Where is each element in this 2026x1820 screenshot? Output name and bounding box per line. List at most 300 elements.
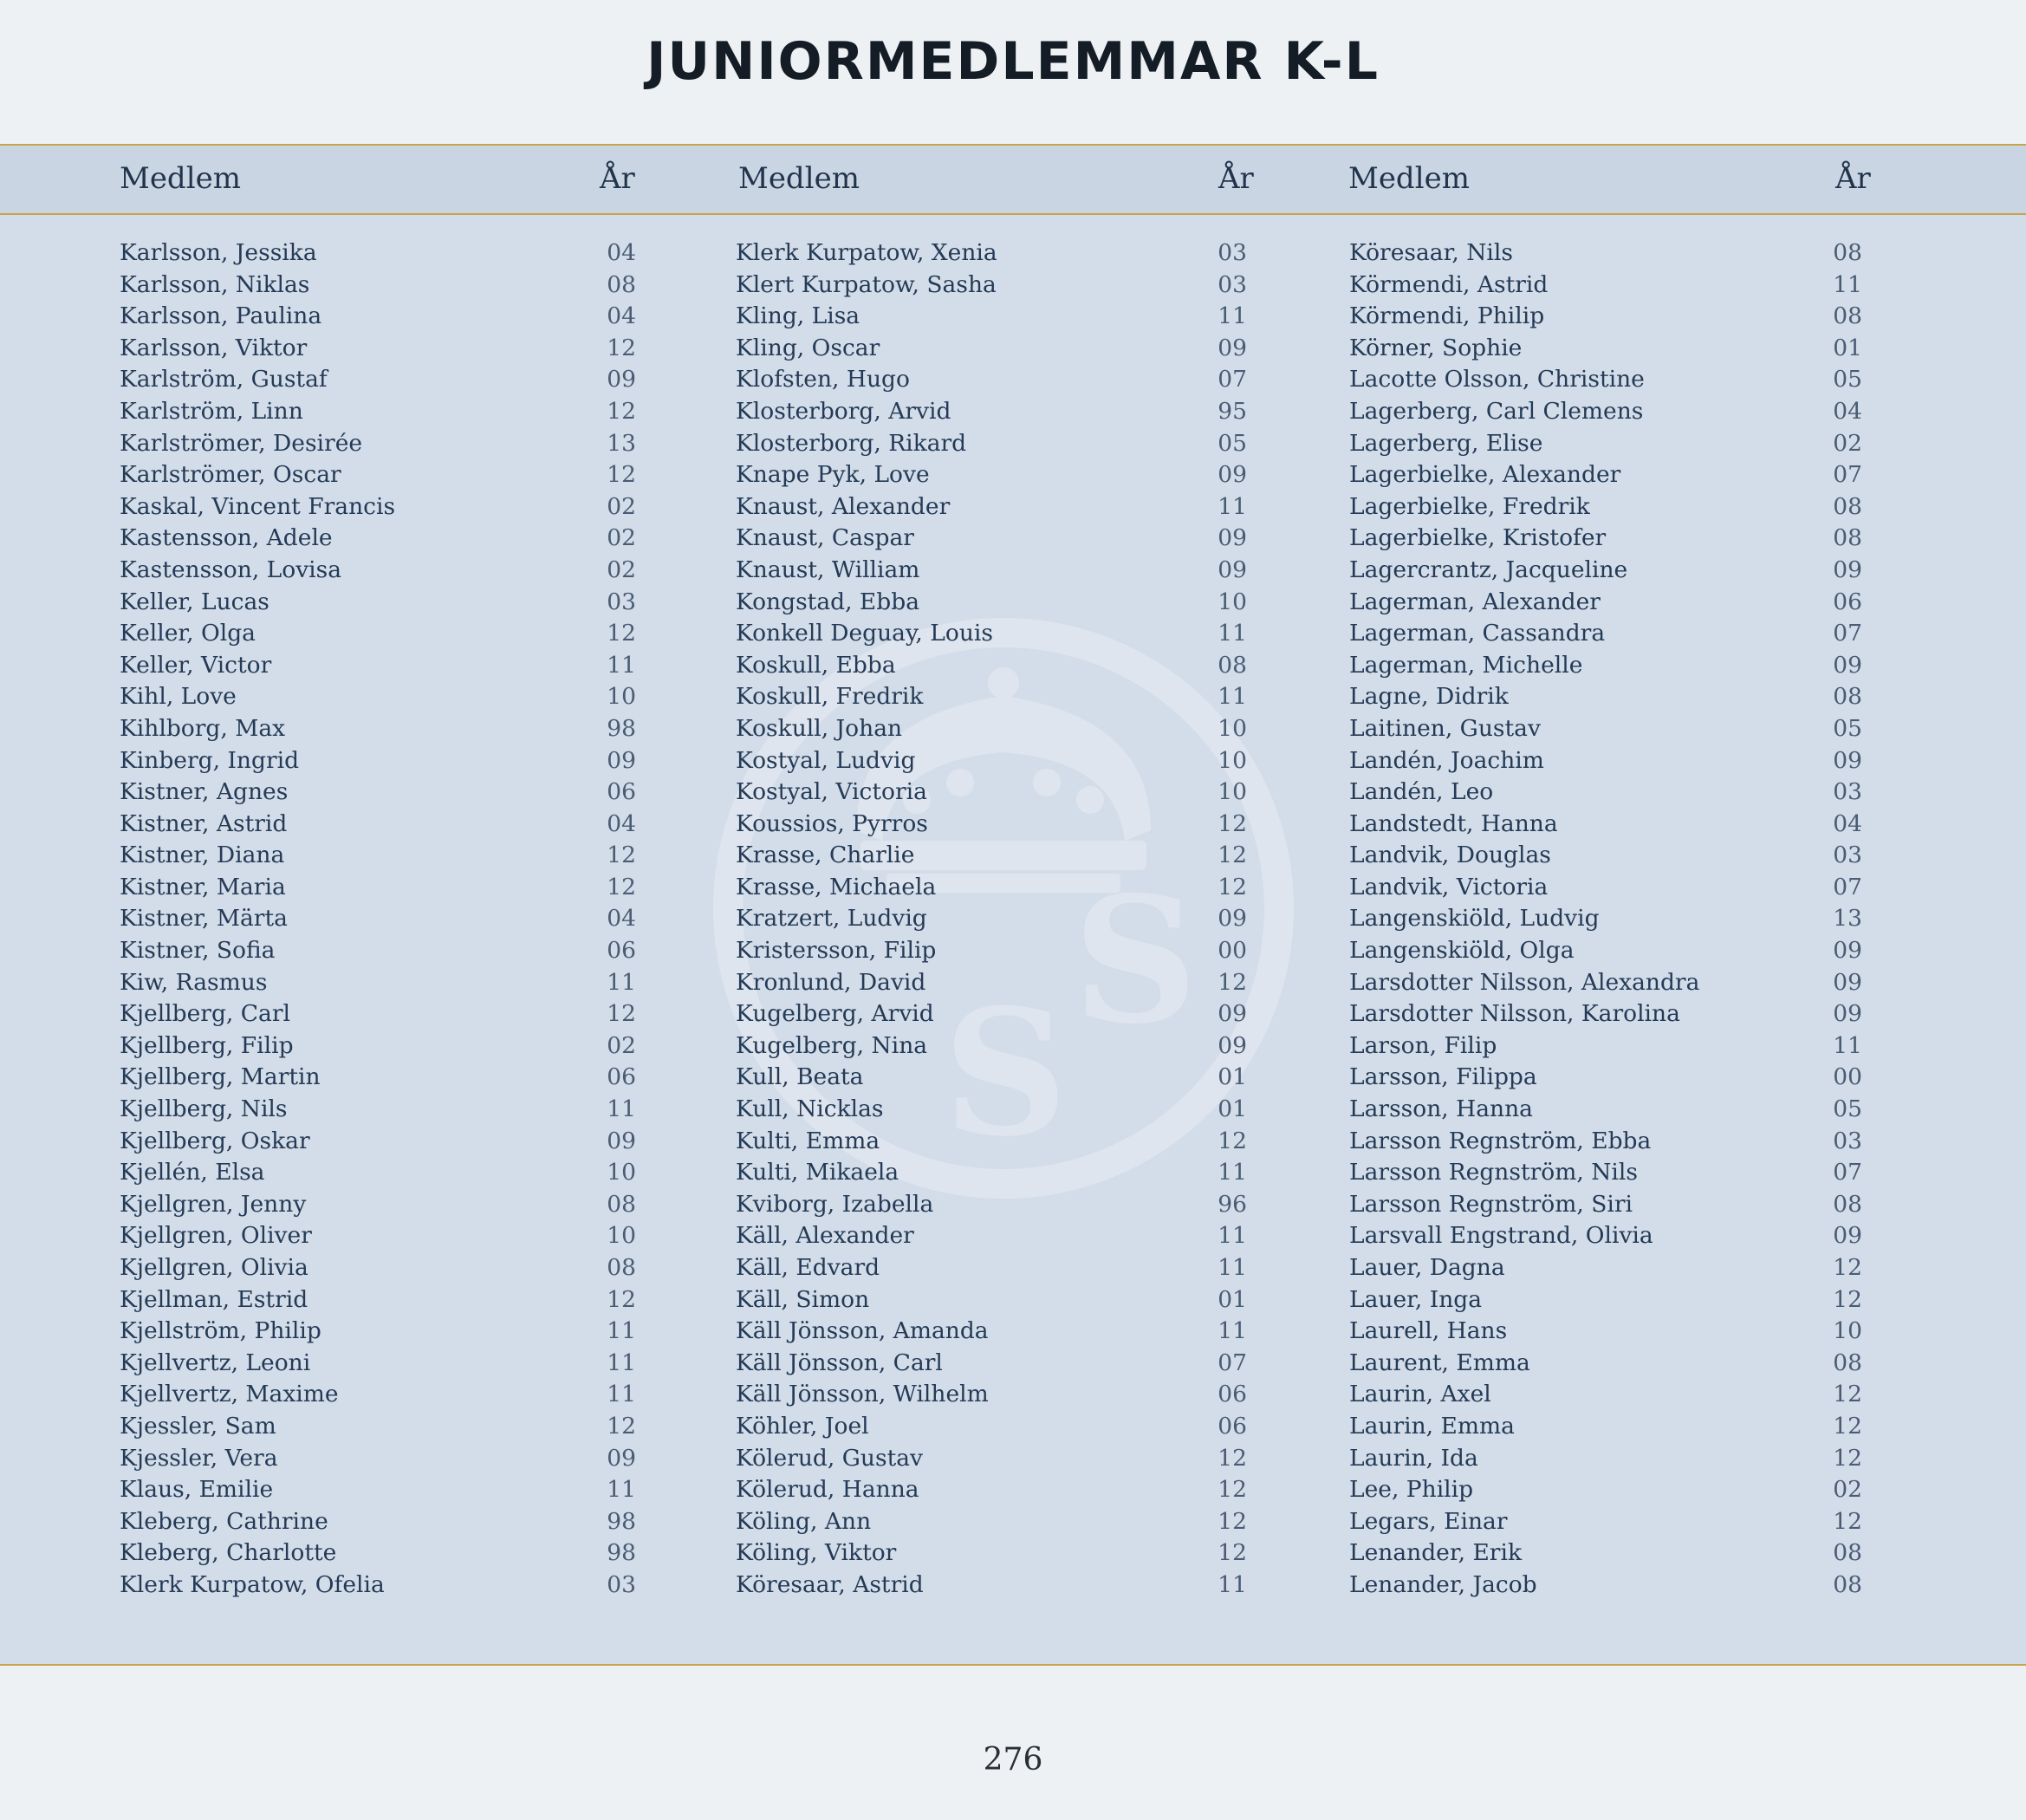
- table-header: [0, 146, 2026, 215]
- list-item: [736, 777, 1247, 809]
- member-year: 09: [1833, 556, 1862, 583]
- member-year: 98: [607, 1539, 636, 1567]
- list-item: [1349, 840, 1862, 872]
- member-year: 08: [607, 270, 636, 298]
- list-item: [120, 523, 636, 555]
- member-name: Kjellström, Philip: [120, 1317, 321, 1345]
- list-item: [1349, 777, 1862, 809]
- member-year: 05: [1833, 366, 1862, 393]
- member-year: 12: [1218, 873, 1247, 900]
- member-name: Köling, Ann: [736, 1507, 872, 1535]
- list-item: [1349, 1316, 1862, 1348]
- list-item: [120, 809, 636, 841]
- list-item: [1349, 1094, 1862, 1126]
- page-title: JUNIORMEDLEMMAR K-L: [646, 31, 1380, 92]
- list-item: [1349, 523, 1862, 555]
- member-year: 00: [1833, 1063, 1862, 1091]
- member-year: 08: [1833, 683, 1862, 711]
- member-year: 04: [1833, 809, 1862, 837]
- member-name: Kostyal, Victoria: [736, 778, 927, 806]
- list-item: [736, 713, 1247, 745]
- member-year: 08: [607, 1254, 636, 1281]
- member-year: 08: [1833, 1190, 1862, 1218]
- member-year: 00: [1218, 937, 1247, 965]
- list-item: [736, 1220, 1247, 1252]
- list-item: [120, 1220, 636, 1252]
- member-name: Klert Kurpatow, Sasha: [736, 270, 997, 298]
- member-year: 01: [1218, 1285, 1247, 1313]
- list-item: [736, 237, 1247, 270]
- member-year: 03: [607, 1570, 636, 1598]
- member-year: 11: [1218, 1222, 1247, 1250]
- member-year: 11: [1218, 1254, 1247, 1281]
- list-item: [1349, 903, 1862, 935]
- member-name: Kistner, Agnes: [120, 778, 289, 806]
- member-name: Knaust, Alexander: [736, 492, 951, 520]
- member-name: Köling, Viktor: [736, 1539, 897, 1567]
- member-year: 10: [607, 1222, 636, 1250]
- list-item: [736, 998, 1247, 1030]
- list-item: [120, 587, 636, 619]
- member-year: 02: [1833, 1476, 1862, 1504]
- member-year: 11: [607, 651, 636, 679]
- member-year: 09: [1218, 905, 1247, 933]
- member-year: 11: [1218, 492, 1247, 520]
- list-item: [120, 333, 636, 365]
- list-item: [1349, 555, 1862, 587]
- member-name: Lee, Philip: [1349, 1476, 1474, 1504]
- member-name: Lenander, Erik: [1349, 1539, 1523, 1567]
- header-member-1: Medlem: [120, 161, 241, 196]
- list-item: [1349, 396, 1862, 428]
- list-item: [120, 650, 636, 682]
- list-item: [1349, 1506, 1862, 1538]
- member-year: 09: [1218, 524, 1247, 552]
- list-item: [1349, 1443, 1862, 1475]
- member-year: 01: [1218, 1095, 1247, 1123]
- member-year: 08: [607, 1190, 636, 1218]
- header-year-1: År: [600, 161, 635, 196]
- member-name: Koskull, Fredrik: [736, 683, 924, 711]
- member-year: 02: [607, 1031, 636, 1059]
- member-name: Kihl, Love: [120, 683, 237, 711]
- list-item: [1349, 1348, 1862, 1380]
- header-year-2: År: [1218, 161, 1254, 196]
- member-name: Kjellberg, Nils: [120, 1095, 288, 1123]
- list-item: [736, 428, 1247, 460]
- list-item: [736, 1030, 1247, 1063]
- member-name: Larsdotter Nilsson, Alexandra: [1349, 968, 1700, 996]
- list-item: [1349, 713, 1862, 745]
- list-item: [736, 1348, 1247, 1380]
- member-name: Kongstad, Ebba: [736, 588, 919, 615]
- member-name: Kistner, Astrid: [120, 809, 288, 837]
- list-item: [120, 618, 636, 650]
- member-name: Larsdotter Nilsson, Karolina: [1349, 1000, 1680, 1028]
- list-item: [736, 903, 1247, 935]
- member-name: Larsson, Filippa: [1349, 1063, 1537, 1091]
- member-name: Larsvall Engstrand, Olivia: [1349, 1222, 1653, 1250]
- member-name: Landvik, Douglas: [1349, 842, 1551, 869]
- member-name: Klerk Kurpatow, Ofelia: [120, 1570, 385, 1598]
- member-year: 10: [607, 683, 636, 711]
- member-name: Kjellvertz, Leoni: [120, 1349, 311, 1376]
- member-year: 10: [1833, 1317, 1862, 1345]
- list-item: [1349, 1411, 1862, 1443]
- member-year: 12: [607, 397, 636, 425]
- member-name: Landstedt, Hanna: [1349, 809, 1558, 837]
- member-name: Kull, Nicklas: [736, 1095, 884, 1123]
- list-item: [120, 713, 636, 745]
- member-year: 09: [1833, 1000, 1862, 1028]
- member-name: Köresaar, Nils: [1349, 239, 1513, 266]
- list-item: [1349, 1537, 1862, 1570]
- member-name: Laurin, Emma: [1349, 1412, 1515, 1440]
- list-item: [120, 491, 636, 523]
- list-item: [120, 1252, 636, 1284]
- member-name: Kastensson, Lovisa: [120, 556, 342, 583]
- member-year: 09: [607, 1127, 636, 1154]
- member-year: 08: [1833, 1570, 1862, 1598]
- member-name: Lagne, Didrik: [1349, 683, 1509, 711]
- member-name: Krasse, Charlie: [736, 842, 915, 869]
- list-item: [1349, 745, 1862, 777]
- list-item: [1349, 809, 1862, 841]
- member-name: Larsson, Hanna: [1349, 1095, 1533, 1123]
- list-item: [736, 1094, 1247, 1126]
- member-name: Knape Pyk, Love: [736, 461, 930, 489]
- member-name: Laurin, Axel: [1349, 1381, 1491, 1408]
- list-item: [736, 1443, 1247, 1475]
- member-year: 08: [1833, 239, 1862, 266]
- member-name: Körner, Sophie: [1349, 334, 1523, 361]
- member-year: 03: [1218, 270, 1247, 298]
- member-name: Larsson Regnström, Siri: [1349, 1190, 1633, 1218]
- member-year: 12: [1218, 809, 1247, 837]
- member-year: 02: [1833, 429, 1862, 457]
- list-item: [736, 555, 1247, 587]
- list-item: [1349, 270, 1862, 302]
- list-item: [736, 1157, 1247, 1189]
- member-name: Klaus, Emilie: [120, 1476, 274, 1504]
- member-year: 12: [1833, 1381, 1862, 1408]
- member-year: 12: [607, 873, 636, 900]
- list-item: [1349, 587, 1862, 619]
- member-name: Koskull, Johan: [736, 714, 903, 742]
- member-name: Kling, Lisa: [736, 302, 860, 330]
- member-year: 12: [1218, 1476, 1247, 1504]
- member-name: Krasse, Michaela: [736, 873, 937, 900]
- list-item: [120, 1284, 636, 1316]
- list-item: [736, 745, 1247, 777]
- member-name: Lagerman, Alexander: [1349, 588, 1601, 615]
- member-name: Kölerud, Gustav: [736, 1444, 923, 1472]
- list-item: [1349, 491, 1862, 523]
- member-name: Kviborg, Izabella: [736, 1190, 934, 1218]
- list-item: [120, 1537, 636, 1570]
- list-item: [120, 1030, 636, 1063]
- member-year: 12: [607, 1000, 636, 1028]
- list-item: [1349, 1030, 1862, 1063]
- member-year: 09: [607, 366, 636, 393]
- member-year: 11: [1218, 1159, 1247, 1186]
- member-name: Kulti, Mikaela: [736, 1159, 899, 1186]
- member-year: 12: [607, 842, 636, 869]
- member-name: Kjellvertz, Maxime: [120, 1381, 339, 1408]
- member-year: 09: [1833, 651, 1862, 679]
- member-year: 12: [1833, 1254, 1862, 1281]
- member-year: 06: [1833, 588, 1862, 615]
- member-name: Landvik, Victoria: [1349, 873, 1549, 900]
- member-year: 02: [607, 524, 636, 552]
- list-item: [120, 1094, 636, 1126]
- list-item: [736, 523, 1247, 555]
- list-item: [736, 809, 1247, 841]
- member-name: Kling, Oscar: [736, 334, 880, 361]
- member-year: 09: [1218, 461, 1247, 489]
- member-name: Kull, Beata: [736, 1063, 864, 1091]
- member-name: Legars, Einar: [1349, 1507, 1508, 1535]
- member-name: Kiw, Rasmus: [120, 968, 268, 996]
- member-name: Langenskiöld, Olga: [1349, 937, 1575, 965]
- member-name: Kistner, Diana: [120, 842, 285, 869]
- member-name: Käll, Simon: [736, 1285, 870, 1313]
- list-item: [736, 840, 1247, 872]
- member-year: 06: [607, 1063, 636, 1091]
- member-name: Lacotte Olsson, Christine: [1349, 366, 1645, 393]
- member-year: 05: [1218, 429, 1247, 457]
- member-name: Kjellman, Estrid: [120, 1285, 308, 1313]
- member-year: 01: [1833, 334, 1862, 361]
- list-item: [736, 1570, 1247, 1602]
- member-name: Karlsson, Viktor: [120, 334, 308, 361]
- list-item: [736, 587, 1247, 619]
- member-year: 12: [1833, 1444, 1862, 1472]
- member-name: Kulti, Emma: [736, 1127, 880, 1154]
- list-item: [120, 428, 636, 460]
- list-item: [120, 998, 636, 1030]
- member-year: 95: [1218, 397, 1247, 425]
- list-item: [1349, 1252, 1862, 1284]
- member-year: 11: [607, 1381, 636, 1408]
- member-year: 11: [607, 1349, 636, 1376]
- member-name: Kostyal, Ludvig: [736, 746, 916, 774]
- member-name: Kjellberg, Filip: [120, 1031, 294, 1059]
- member-name: Lagerbielke, Alexander: [1349, 461, 1621, 489]
- member-name: Keller, Olga: [120, 620, 256, 647]
- list-item: [736, 459, 1247, 491]
- member-name: Laurin, Ida: [1349, 1444, 1478, 1472]
- list-item: [1349, 333, 1862, 365]
- member-name: Käll Jönsson, Amanda: [736, 1317, 989, 1345]
- member-name: Käll, Alexander: [736, 1222, 914, 1250]
- member-year: 10: [1218, 714, 1247, 742]
- member-name: Landén, Leo: [1349, 778, 1494, 806]
- member-year: 12: [1218, 968, 1247, 996]
- list-item: [1349, 1379, 1862, 1411]
- header-year-3: År: [1835, 161, 1871, 196]
- member-year: 11: [607, 1317, 636, 1345]
- list-item: [120, 1379, 636, 1411]
- page-number: 276: [983, 1742, 1043, 1778]
- list-item: [736, 491, 1247, 523]
- member-year: 02: [607, 492, 636, 520]
- member-year: 06: [607, 778, 636, 806]
- member-name: Lagerbielke, Kristofer: [1349, 524, 1607, 552]
- member-name: Landén, Joachim: [1349, 746, 1544, 774]
- member-year: 05: [1833, 714, 1862, 742]
- member-year: 04: [607, 302, 636, 330]
- member-year: 07: [1218, 366, 1247, 393]
- member-name: Kastensson, Adele: [120, 524, 333, 552]
- member-name: Larson, Filip: [1349, 1031, 1497, 1059]
- member-name: Koskull, Ebba: [736, 651, 896, 679]
- member-column-3: [1349, 237, 1862, 1602]
- member-name: Karlströmer, Oscar: [120, 461, 341, 489]
- member-name: Käll, Edvard: [736, 1254, 880, 1281]
- list-item: [120, 840, 636, 872]
- list-item: [1349, 237, 1862, 270]
- member-year: 09: [1833, 968, 1862, 996]
- member-name: Kölerud, Hanna: [736, 1476, 919, 1504]
- member-year: 07: [1833, 461, 1862, 489]
- member-year: 09: [1218, 1000, 1247, 1028]
- list-item: [120, 555, 636, 587]
- member-name: Larsson Regnström, Nils: [1349, 1159, 1638, 1186]
- member-year: 06: [1218, 1412, 1247, 1440]
- member-name: Kistner, Maria: [120, 873, 286, 900]
- member-name: Körmendi, Philip: [1349, 302, 1545, 330]
- member-name: Kjessler, Sam: [120, 1412, 276, 1440]
- list-item: [736, 872, 1247, 904]
- member-year: 04: [607, 905, 636, 933]
- list-item: [120, 745, 636, 777]
- member-year: 10: [1218, 778, 1247, 806]
- member-year: 03: [1833, 1127, 1862, 1154]
- list-item: [120, 396, 636, 428]
- member-year: 11: [607, 1476, 636, 1504]
- member-name: Kleberg, Charlotte: [120, 1539, 337, 1567]
- member-year: 12: [607, 334, 636, 361]
- list-item: [1349, 1189, 1862, 1221]
- member-year: 09: [607, 746, 636, 774]
- member-name: Karlström, Linn: [120, 397, 303, 425]
- svg-text:S: S: [943, 972, 1068, 1175]
- list-item: [120, 777, 636, 809]
- member-year: 96: [1218, 1190, 1247, 1218]
- list-item: [1349, 618, 1862, 650]
- list-item: [736, 1316, 1247, 1348]
- member-year: 12: [607, 1285, 636, 1313]
- member-name: Klerk Kurpatow, Xenia: [736, 239, 997, 266]
- member-year: 08: [1833, 1349, 1862, 1376]
- member-year: 98: [607, 1507, 636, 1535]
- member-name: Köhler, Joel: [736, 1412, 869, 1440]
- member-name: Kjellgren, Jenny: [120, 1190, 307, 1218]
- member-name: Kjessler, Vera: [120, 1444, 278, 1472]
- list-item: [120, 364, 636, 396]
- member-year: 12: [1218, 1507, 1247, 1535]
- member-name: Lenander, Jacob: [1349, 1570, 1537, 1598]
- member-name: Klosterborg, Rikard: [736, 429, 967, 457]
- member-year: 12: [607, 1412, 636, 1440]
- list-item: [736, 1474, 1247, 1506]
- list-item: [736, 301, 1247, 333]
- list-item: [1349, 998, 1862, 1030]
- member-name: Larsson Regnström, Ebba: [1349, 1127, 1652, 1154]
- member-name: Klofsten, Hugo: [736, 366, 910, 393]
- list-item: [120, 1062, 636, 1094]
- list-item: [120, 1316, 636, 1348]
- list-item: [120, 1126, 636, 1158]
- list-item: [120, 1189, 636, 1221]
- member-year: 09: [1218, 556, 1247, 583]
- list-item: [736, 967, 1247, 999]
- list-item: [120, 1348, 636, 1380]
- member-year: 12: [607, 620, 636, 647]
- list-item: [1349, 1062, 1862, 1094]
- member-year: 06: [607, 937, 636, 965]
- member-year: 03: [607, 588, 636, 615]
- member-name: Keller, Lucas: [120, 588, 269, 615]
- member-year: 12: [1833, 1507, 1862, 1535]
- list-item: [736, 364, 1247, 396]
- member-year: 09: [1833, 1222, 1862, 1250]
- member-name: Laitinen, Gustav: [1349, 714, 1541, 742]
- list-item: [1349, 301, 1862, 333]
- list-item: [1349, 967, 1862, 999]
- member-name: Karlströmer, Desirée: [120, 429, 363, 457]
- member-name: Lagerbielke, Fredrik: [1349, 492, 1590, 520]
- list-item: [120, 1411, 636, 1443]
- member-year: 11: [1218, 620, 1247, 647]
- list-item: [120, 1443, 636, 1475]
- list-item: [736, 1126, 1247, 1158]
- member-year: 07: [1833, 620, 1862, 647]
- member-column-1: [120, 237, 636, 1602]
- list-item: [1349, 1570, 1862, 1602]
- list-item: [1349, 1284, 1862, 1316]
- member-year: 11: [1218, 683, 1247, 711]
- member-name: Karlsson, Paulina: [120, 302, 322, 330]
- list-item: [120, 1157, 636, 1189]
- member-name: Karlström, Gustaf: [120, 366, 328, 393]
- member-year: 03: [1218, 239, 1247, 266]
- member-name: Kleberg, Cathrine: [120, 1507, 328, 1535]
- member-year: 09: [1218, 334, 1247, 361]
- list-item: [120, 872, 636, 904]
- list-item: [1349, 872, 1862, 904]
- list-item: [736, 618, 1247, 650]
- list-item: [120, 903, 636, 935]
- member-name: Lauer, Dagna: [1349, 1254, 1505, 1281]
- member-name: Körmendi, Astrid: [1349, 270, 1549, 298]
- list-item: [120, 237, 636, 270]
- member-name: Kinberg, Ingrid: [120, 746, 300, 774]
- member-name: Klosterborg, Arvid: [736, 397, 951, 425]
- member-year: 08: [1833, 492, 1862, 520]
- member-year: 13: [607, 429, 636, 457]
- member-year: 08: [1833, 524, 1862, 552]
- member-name: Kugelberg, Nina: [736, 1031, 928, 1059]
- member-name: Lagerberg, Elise: [1349, 429, 1543, 457]
- list-item: [120, 967, 636, 999]
- list-item: [736, 1379, 1247, 1411]
- member-name: Kjellén, Elsa: [120, 1159, 265, 1186]
- list-item: [1349, 428, 1862, 460]
- header-member-3: Medlem: [1348, 161, 1470, 196]
- list-item: [736, 270, 1247, 302]
